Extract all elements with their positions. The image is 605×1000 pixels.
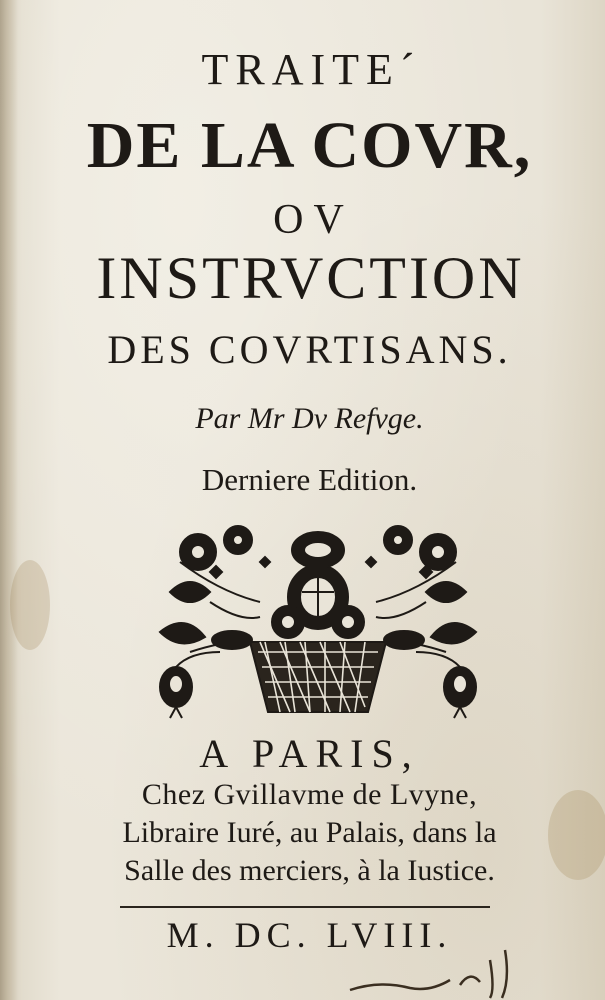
edition-line: Derniere Edition. bbox=[201, 462, 418, 497]
imprint-publisher: Chez Gvillavme de Lvyne, bbox=[141, 778, 478, 811]
author-line: Par Mr Dv Refvge. bbox=[195, 402, 424, 435]
title-line-1: TRAITE´ bbox=[201, 45, 422, 94]
title-line-2: DE LA COVR, bbox=[86, 109, 533, 182]
title-line-4: INSTRVCTION bbox=[96, 245, 525, 311]
divider-rule bbox=[120, 906, 490, 908]
handwritten-mark-icon bbox=[340, 930, 540, 1000]
title-line-5: DES COVRTISANS. bbox=[107, 327, 512, 372]
paper-stain bbox=[10, 560, 50, 650]
imprint-city: A PARIS, bbox=[199, 731, 420, 776]
imprint-line-3: Salle des merciers, à la Iustice. bbox=[124, 854, 495, 887]
publication-date: M. DC. LVIII. bbox=[166, 915, 453, 955]
fruit-basket-ornament-icon bbox=[150, 522, 486, 720]
imprint-line-2: Libraire Iuré, au Palais, dans la bbox=[122, 816, 497, 849]
title-line-3: OV bbox=[273, 197, 354, 243]
